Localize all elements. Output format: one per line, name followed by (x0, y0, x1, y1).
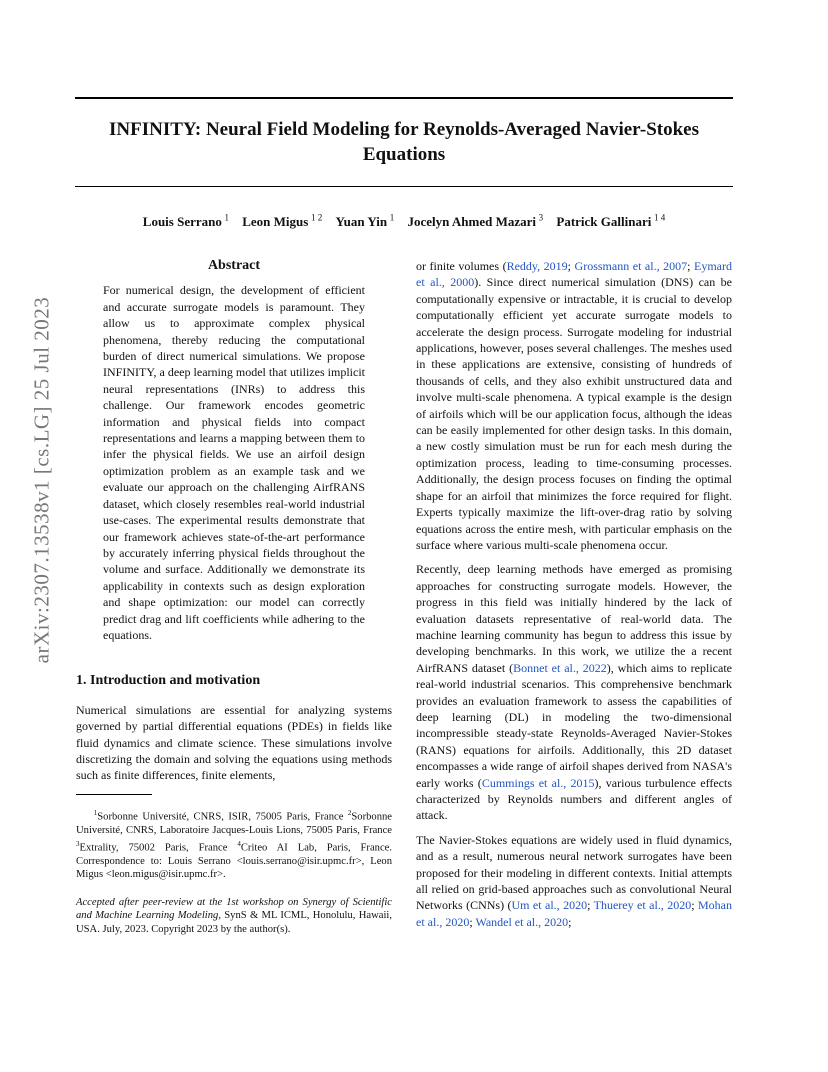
citation-link[interactable]: Thuerey et al., 2020 (593, 898, 692, 913)
author: Jocelyn Ahmed Mazari $^3$ (407, 213, 544, 230)
affiliation-footnote: $^1$Sorbonne Université, CNRS, ISIR, 75005 Paris, France $^2$Sorbonne Université, CNRS, Laboratoire Jacques-Louis Lions, 75005 Paris, France $^3$Extrality, 75002 Paris, France $^4$Criteo AI Lab, Paris, France. Correspondence to: Louis Serrano <louis.serrano@isir.upmc.fr>, Leon Migus <leon.migus@isir.upmc.fr>. (76, 808, 393, 881)
citation-link[interactable]: Bonnet et al., 2022 (513, 660, 607, 675)
citation-link[interactable]: Wandel et al., 2020 (475, 914, 569, 929)
body-paragraph: The Navier-Stokes equations are widely used in fluid dynamics, and as a result, numerous neural network surrogates have been proposed for their modeling in different contexts. Initial attempts all relied on grid-based approaches such as convolutional Neural Networks (CNNs) (Um et al., 2020; Thuerey et al., 2020; Mohan et al., 2020; Wandel et al., 2020; (416, 832, 732, 929)
citation-link[interactable]: Cummings et al., 2015 (481, 775, 595, 790)
title-top-rule (75, 97, 733, 99)
section-heading: 1. Introduction and motivation (76, 673, 261, 689)
author: Patrick Gallinari $^{1 4}$ (556, 213, 666, 230)
title-bottom-rule (75, 186, 733, 187)
body-paragraph: or finite volumes (Reddy, 2019; Grossmann et al., 2007; Eymard et al., 2000). Since direct numerical simulation (DNS) can be computationally expensive or intractable, it is crucial to develop computationally efficient yet accurate surrogate models to accelerate the design process. Surrogate modeling for industrial applications, however, poses several challenges. The meshes used in these applications are extensive, consisting of hundreds of thousands of cells, and they also exhibit unstructured data and involve multi-scale phenomena. A typical example is the design of airfoils which will be our application focus, although the ideas can be easily implemented for other design tasks. In this domain, a new costly simulation must be run for each mesh during the optimization process, leading to time-consuming processes. Additionally, the design process focuses on finding the optimal shape for an airfoil that minimizes the force required for flight. Experts typically maximize the lift-over-drag ratio by solving equations across the entire mesh, with particular emphasis on the surface where various multi-scale phenomena occur. (416, 259, 732, 552)
citation-link[interactable]: Eymard et al., 2000 (416, 259, 732, 290)
author: Louis Serrano $^1$ (142, 213, 229, 230)
citation-link[interactable]: Um et al., 2020 (511, 898, 588, 913)
author-list (75, 213, 733, 230)
left-column (76, 258, 392, 937)
paper-title: INFINITY: Neural Field Modeling for Reynolds-Averaged Navier-Stokes Equations (108, 119, 700, 165)
author: Leon Migus $^{1 2}$ (242, 213, 323, 230)
footnote-rule (76, 794, 152, 795)
accepted-note: Accepted after peer-review at the 1st workshop on Synergy of Scientific and Machine Learning Modeling, SynS & ML ICML, Honolulu, Hawaii, USA. July, 2023. Copyright 2023 by the author(s). (76, 896, 392, 935)
abstract-heading: Abstract (207, 258, 261, 273)
author: Yuan Yin $^1$ (335, 213, 395, 230)
arxiv-stamp: arXiv:2307.13538v1 [cs.LG] 25 Jul 2023 (29, 296, 54, 664)
citation-link[interactable]: Reddy, 2019 (506, 259, 568, 273)
intro-paragraph: Numerical simulations are essential for analyzing systems governed by partial differential equations (PDEs) in fields like fluid dynamics and climate science. These simulations involve discretizing the domain and solving the equations using methods such as finite differences, finite elements, (76, 702, 392, 783)
citation-link[interactable]: Grossmann et al., 2007 (574, 259, 688, 273)
citation-link[interactable]: Mohan et al., 2020 (416, 898, 732, 929)
right-column (416, 258, 732, 938)
abstract-text: For numerical design, the development of efficient and accurate surrogate models is paramount. They allow us to approximate complex physical phenomena, thereby reducing the computational burden of direct numerical simulations. We propose INFINITY, a deep learning model that utilizes implicit neural representations (INRs) to address this challenge. Our framework encodes geometric information and physical fields into compact representations and learns a mapping between them to infer the physical fields. We use an airfoil design optimization problem as an example task and we evaluate our approach on the challenging AirfRANS dataset, which closely resembles real-world industrial use-cases. The experimental results demonstrate that our framework achieves state-of-the-art performance by accurately inferring physical fields throughout the volume and surface. Additionally we demonstrate its applicability in contexts such as design exploration and shape optimization: our model can correctly predict drag and lift coefficients while adhering to the equations. (103, 283, 365, 642)
body-paragraph: Recently, deep learning methods have emerged as promising approaches for constructing surrogate models. However, the progress in this field was initially hindered by the lack of evaluation datasets representative of real-world data. The machine learning community has begun to address this issue by developing benchmarks. In this work, we utilize the a recent AirfRANS dataset (Bonnet et al., 2022), which aims to replicate real-world industrial scenarios. This comprehensive benchmark provides an evaluation framework to assess the capabilities of deep learning (DL) in modeling the two-dimensional incompressible steady-state Reynolds-Averaged Navier-Stokes (RANS) equations for airfoils. Additionally, this 2D dataset encompasses a wide range of airfoil shapes derived from NASA's early works (Cummings et al., 2015), various turbulence effects characterized by Reynolds numbers and different angles of attack. (416, 562, 733, 823)
